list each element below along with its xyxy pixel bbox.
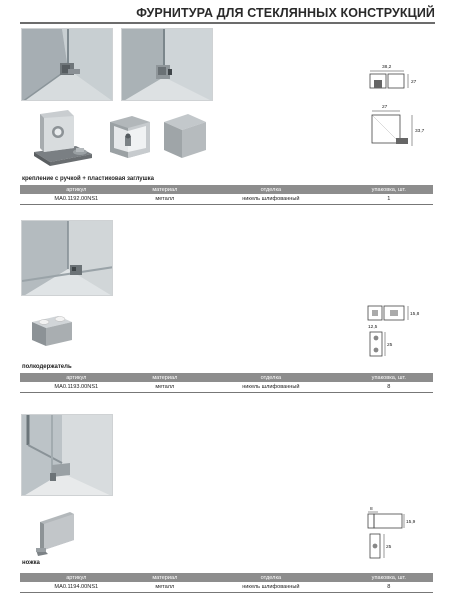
col-pack: упаковка, шт. <box>345 373 433 382</box>
glass-foot-product <box>30 506 80 558</box>
table-header-row <box>20 185 433 194</box>
dim-height-bottom: 33,7 <box>415 129 425 134</box>
clamp-dimension-drawing <box>360 62 430 156</box>
table-header-row <box>20 373 433 382</box>
table-row <box>20 382 433 392</box>
cell-finish: никель шлифованный <box>197 194 345 204</box>
dim-height-side: 15,8 <box>410 312 420 317</box>
glass-foot-photo <box>21 414 113 496</box>
col-material: материал <box>133 185 198 194</box>
cell-sku: MA0.1192.00NS1 <box>20 194 133 204</box>
section-2-caption: полкодержатель <box>22 364 72 370</box>
cell-pack: 8 <box>345 582 433 592</box>
dim-width-bottom: 12,5 <box>368 325 378 330</box>
col-pack: упаковка, шт. <box>345 185 433 194</box>
cell-material: металл <box>133 582 198 592</box>
table-row <box>20 582 433 592</box>
dim-width-bottom: 27 <box>382 105 388 110</box>
header-rule <box>20 22 435 24</box>
dim-height-bottom: 25 <box>386 545 392 550</box>
col-sku: артикул <box>20 185 133 194</box>
col-sku: артикул <box>20 573 133 582</box>
col-material: материал <box>133 373 198 382</box>
col-pack: упаковка, шт. <box>345 573 433 582</box>
section-3-spec-table <box>20 573 433 593</box>
clamp-with-handle-product <box>28 104 98 168</box>
dim-height-side: 15,9 <box>406 520 416 525</box>
col-finish: отделка <box>197 573 345 582</box>
shelf-support-dimension-drawing <box>362 302 422 362</box>
col-finish: отделка <box>197 185 345 194</box>
dim-width-top: 38,2 <box>382 65 392 70</box>
cell-sku: MA0.1194.00NS1 <box>20 582 133 592</box>
cell-finish: никель шлифованный <box>197 582 345 592</box>
cell-material: металл <box>133 194 198 204</box>
cell-pack: 1 <box>345 194 433 204</box>
cell-pack: 8 <box>345 382 433 392</box>
shelf-support-photo <box>21 220 113 296</box>
section-1-caption: крепление с ручкой + пластиковая заглушка <box>22 176 154 182</box>
glass-corner-photo-2 <box>121 28 213 101</box>
cell-material: металл <box>133 382 198 392</box>
glass-corner-photo-1 <box>21 28 113 101</box>
col-material: материал <box>133 573 198 582</box>
cell-sku: MA0.1193.00NS1 <box>20 382 133 392</box>
corner-cap-closed-product <box>158 110 210 160</box>
corner-cap-open-product <box>104 112 156 160</box>
table-row <box>20 194 433 204</box>
section-1-spec-table <box>20 185 433 205</box>
cell-finish: никель шлифованный <box>197 382 345 392</box>
section-3-caption: ножка <box>22 560 40 566</box>
dim-width-top: 8 <box>370 507 373 512</box>
page-header <box>0 0 455 24</box>
col-finish: отделка <box>197 373 345 382</box>
glass-foot-dimension-drawing <box>360 504 422 564</box>
page-title: ФУРНИТУРА ДЛЯ СТЕКЛЯННЫХ КОНСТРУКЦИЙ <box>136 6 435 20</box>
section-2-spec-table <box>20 373 433 393</box>
shelf-support-product <box>28 308 78 352</box>
table-header-row <box>20 573 433 582</box>
dim-height-side: 27 <box>411 80 417 85</box>
dim-height-bottom: 25 <box>387 343 393 348</box>
col-sku: артикул <box>20 373 133 382</box>
